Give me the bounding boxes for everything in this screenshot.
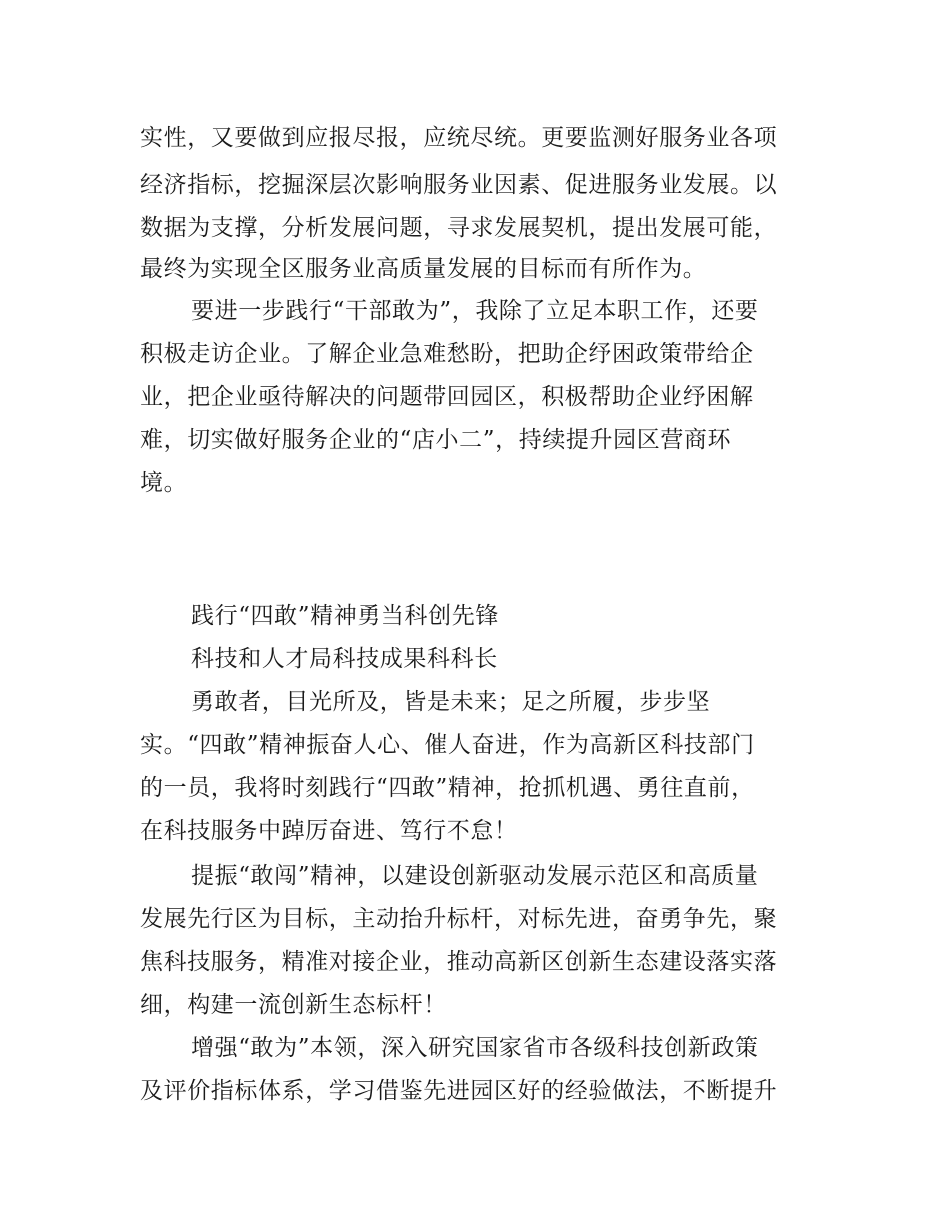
paragraph-line: 境。: [140, 470, 188, 496]
paragraph-line: 提振“敢闯”精神，以建设创新驱动发展示范区和高质量: [191, 863, 759, 889]
paragraph-line: 发展先行区为目标，主动抬升标杆，对标先进，奋勇争先，聚: [140, 906, 778, 932]
paragraph-line: 细，构建一流创新生态标杆！: [140, 992, 447, 1018]
paragraph-line: 勇敢者，目光所及，皆是未来；足之所履，步步坚: [191, 689, 711, 715]
paragraph-line: 要进一步践行“干部敢为”，我除了立足本职工作，还要: [191, 298, 759, 324]
paragraph-line: 最终为实现全区服务业高质量发展的目标而有所作为。: [140, 256, 707, 282]
article-author: 科技和人才局科技成果科科长: [191, 646, 498, 672]
paragraph-line: 及评价指标体系，学习借鉴先进园区好的经验做法，不断提升: [140, 1078, 778, 1104]
paragraph-line: 在科技服务中踔厉奋进、笃行不怠！: [140, 818, 518, 844]
paragraph-line: 实性，又要做到应报尽报，应统尽统。更要监测好服务业各项: [140, 125, 778, 151]
paragraph-line: 实。“四敢”精神振奋人心、催人奋进，作为高新区科技部门: [140, 732, 755, 758]
paragraph-line: 积极走访企业。了解企业急难愁盼，把助企纾困政策带给企: [140, 341, 754, 367]
article-title: 践行“四敢”精神勇当科创先锋: [191, 603, 499, 629]
paragraph-line: 的一员，我将时刻践行“四敢”精神，抢抓机遇、勇往直前，: [140, 775, 755, 801]
paragraph-line: 数据为支撑，分析发展问题，寻求发展契机，提出发展可能，: [140, 215, 778, 241]
paragraph-line: 经济指标，挖掘深层次影响服务业因素、促进服务业发展。以: [140, 172, 778, 198]
paragraph-line: 增强“敢为”本领，深入研究国家省市各级科技创新政策: [191, 1035, 759, 1061]
paragraph-line: 业，把企业亟待解决的问题带回园区，积极帮助企业纾困解: [140, 384, 754, 410]
paragraph-line: 焦科技服务，精准对接企业，推动高新区创新生态建设落实落: [140, 949, 778, 975]
paragraph-line: 难，切实做好服务企业的“店小二”，持续提升园区营商环: [140, 427, 732, 453]
